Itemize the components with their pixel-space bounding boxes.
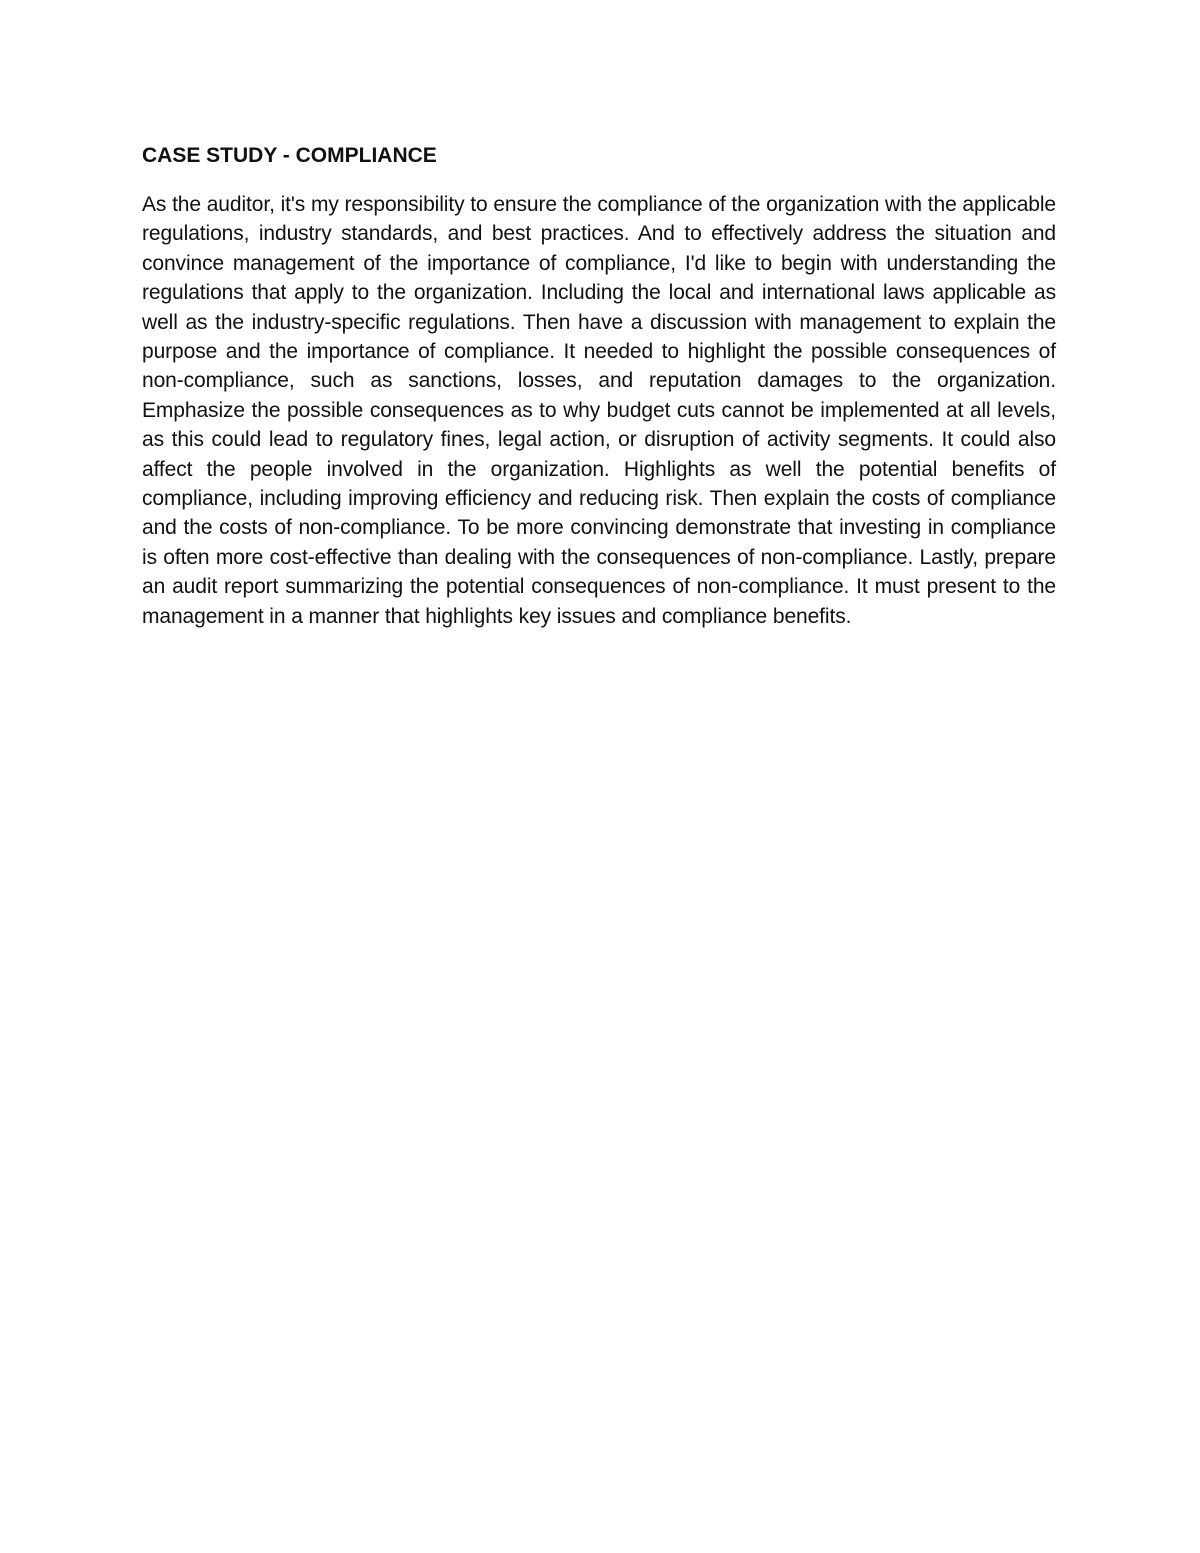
document-body-paragraph: As the auditor, it's my responsibility to ensure the compliance of the organization with the applicable regulations, industry standards, and best practices. And to effectively address the situation and convince management of the importance of compliance, I'd like to begin with understanding the regulations that apply to the organization. Including the local and international laws applicable as well as the industry-specific regulations. Then have a discussion with management to explain the purpose and the importance of compliance. It needed to highlight the possible consequences of non-compliance, such as sanctions, losses, and reputation damages to the organization. Emphasize the possible consequences as to why budget cuts cannot be implemented at all levels, as this could lead to regulatory fines, legal action, or disruption of activity segments. It could also affect the people involved in the organization. Highlights as well the potential benefits of compliance, including improving efficiency and reducing risk. Then explain the costs of compliance and the costs of non-compliance. To be more convincing demonstrate that investing in compliance is often more cost-effective than dealing with the consequences of non-compliance. Lastly, prepare an audit report summarizing the potential consequences of non-compliance. It must present to the management in a manner that highlights key issues and compliance benefits.	[142, 193, 1056, 628]
document-title: CASE STUDY - COMPLIANCE	[142, 144, 437, 167]
document-content	[142, 142, 1056, 631]
